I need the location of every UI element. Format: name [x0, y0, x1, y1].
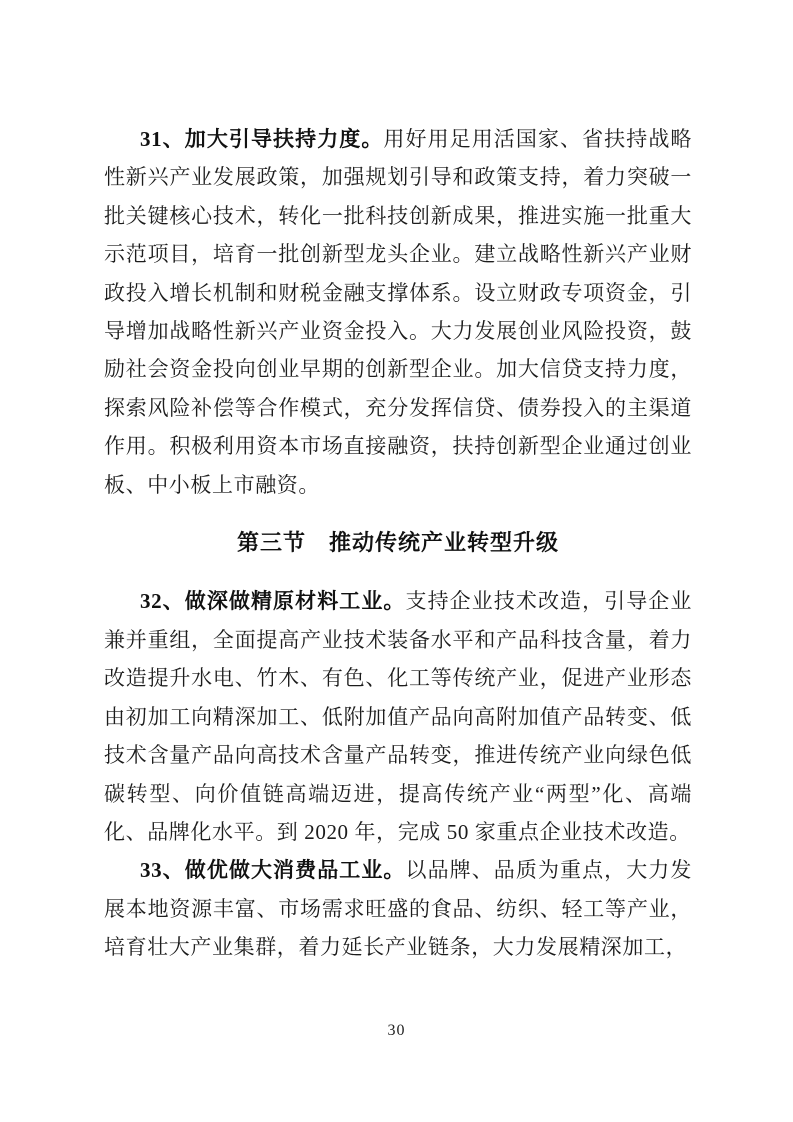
section-heading: 第三节 推动传统产业转型升级 — [236, 530, 559, 556]
text-block — [104, 120, 692, 967]
paragraph-33 — [104, 851, 692, 966]
paragraph-31-lead: 31、加大引导扶持力度。 — [140, 127, 384, 151]
paragraph-32 — [104, 582, 692, 851]
page-number: 30 — [387, 1022, 406, 1039]
paragraph-32-body: 支持企业技术改造，引导企业兼并重组，全面提高产业技术装备水平和产品科技含量，着力改造提升水电、竹木、有色、化工等传统产业，促进产业形态由初加工向精深加工、低附加值产品向高附加值产品转变、低技术含量产品向高技术含量产品转变，推进传统产业向绿色低碳转型、向价值链高端迈进，提高传统产业“两型”化、高端化、品牌化水平。到 2020 年，完成 50 家重点企业技术改造。 — [104, 589, 692, 844]
paragraph-33-lead: 33、做优做大消费品工业。 — [140, 858, 406, 883]
paragraph-31 — [104, 120, 692, 504]
paragraph-33-body: 以品牌、品质为重点，大力发展本地资源丰富、市场需求旺盛的食品、纺织、轻工等产业，培育壮大产业集群，着力延长产业链条，大力发展精深加工， — [104, 858, 692, 960]
paragraph-31-body: 用好用足用活国家、省扶持战略性新兴产业发展政策，加强规划引导和政策支持，着力突破一批关键核心技术，转化一批科技创新成果，推进实施一批重大示范项目，培育一批创新型龙头企业。建立战略性新兴产业财政投入增长机制和财税金融支撑体系。设立财政专项资金，引导增加战略性新兴产业资金投入。大力发展创业风险投资，鼓励社会资金投向创业早期的创新型企业。加大信贷支持力度，探索风险补偿等合作模式，充分发挥信贷、债券投入的主渠道作用。积极利用资本市场直接融资，扶持创新型企业通过创业板、中小板上市融资。 — [104, 127, 692, 497]
paragraph-32-lead: 32、做深做精原材料工业。 — [140, 589, 406, 614]
